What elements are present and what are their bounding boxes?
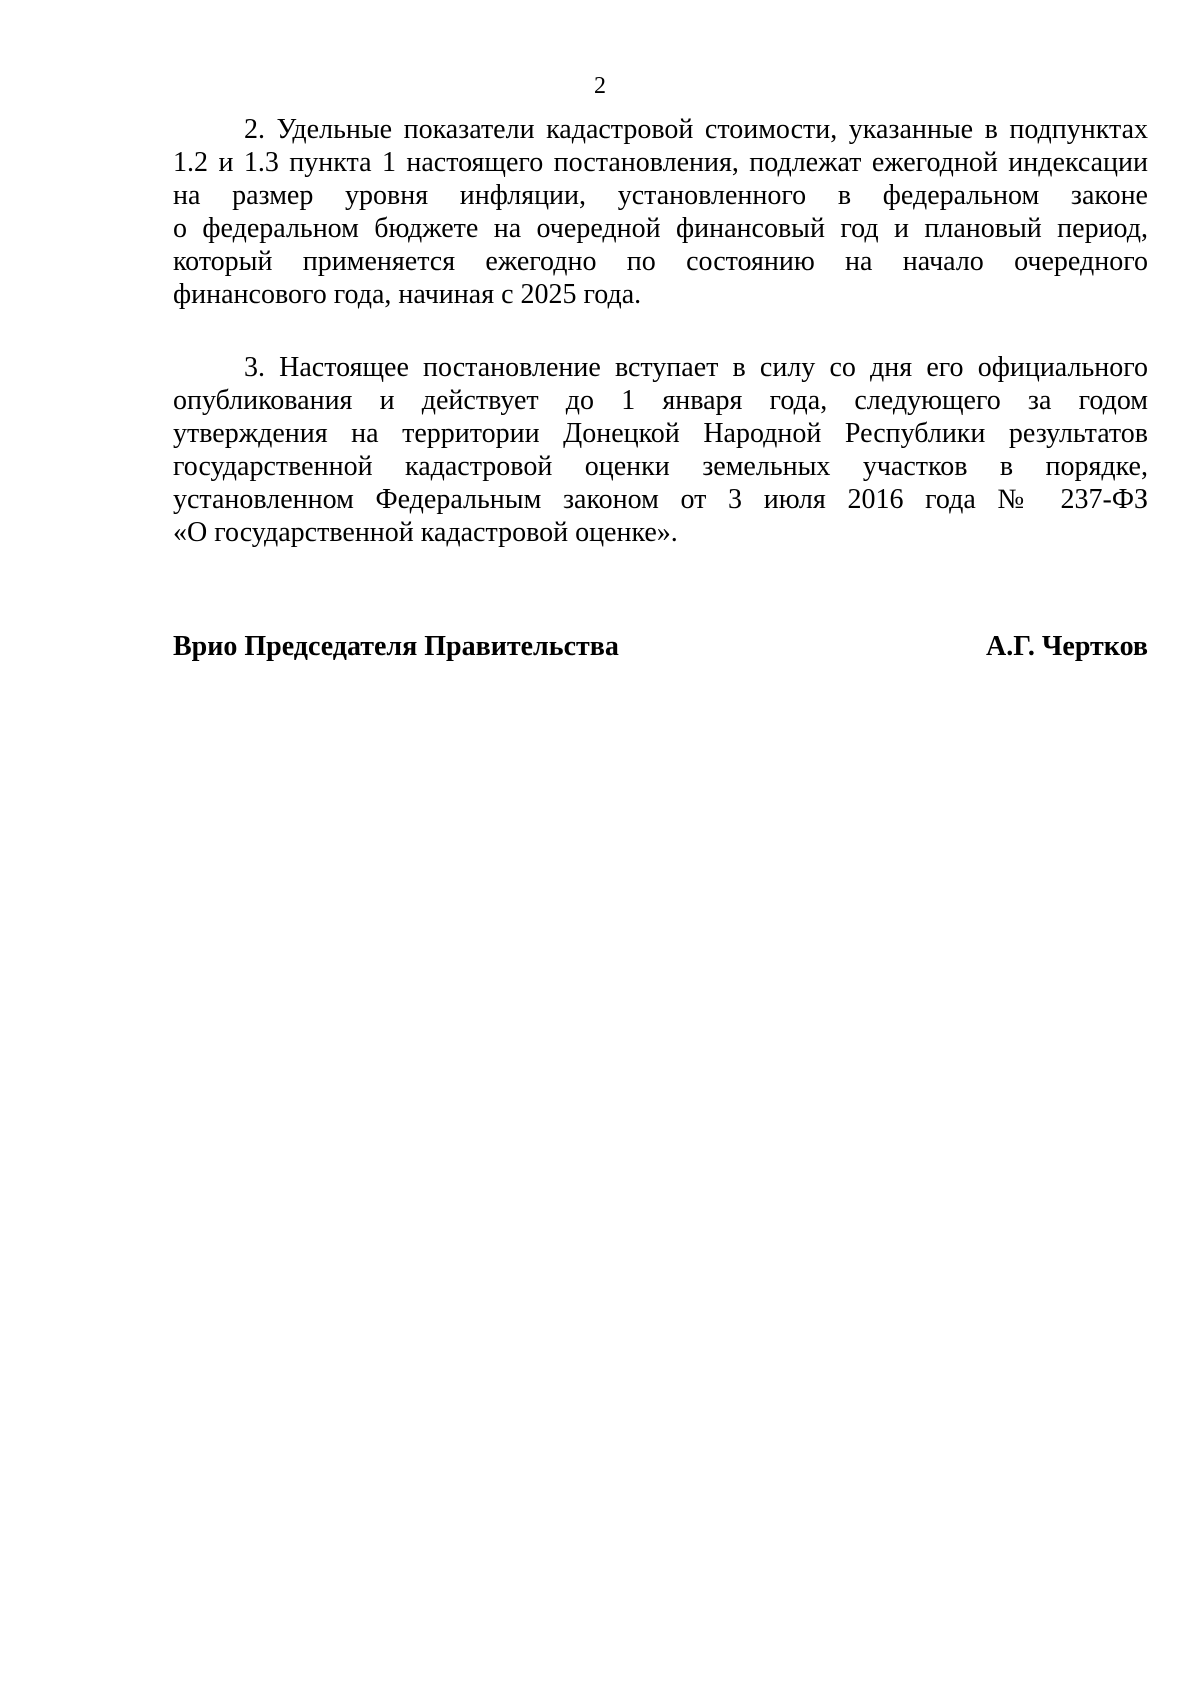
paragraph-2-line: о федеральном бюджете на очередной финансовый год и плановый период, [173,213,1148,244]
paragraph-2 [173,113,1148,311]
paragraph-2-line: 2. Удельные показатели кадастровой стоимости, указанные в подпунктах [244,114,1148,145]
signatory-name: А.Г. Чертков [986,631,1148,662]
paragraph-3-line: утверждения на территории Донецкой Народной Республики результатов [173,418,1148,449]
paragraph-2-line: на размер уровня инфляции, установленного в федеральном законе [173,180,1148,211]
paragraph-2-line: финансового года, начиная с 2025 года. [173,279,642,310]
paragraph-2-line: 1.2 и 1.3 пункта 1 настоящего постановления, подлежат ежегодной индексации [173,147,1148,178]
paragraph-3 [173,351,1148,549]
paragraph-3-line: установленном Федеральным законом от 3 июля 2016 года № 237-ФЗ [173,484,1148,515]
paragraph-3-line: 3. Настоящее постановление вступает в силу со дня его официального [244,352,1148,383]
paragraph-2-line: который применяется ежегодно по состоянию на начало очередного [173,246,1148,277]
signatory-title: Врио Председателя Правительства [173,631,619,662]
page-number: 2 [594,73,606,99]
paragraph-3-line: государственной кадастровой оценки земельных участков в порядке, [173,451,1148,482]
paragraph-3-line: «О государственной кадастровой оценке». [173,517,678,548]
paragraph-3-line: опубликования и действует до 1 января года, следующего за годом [173,385,1148,416]
